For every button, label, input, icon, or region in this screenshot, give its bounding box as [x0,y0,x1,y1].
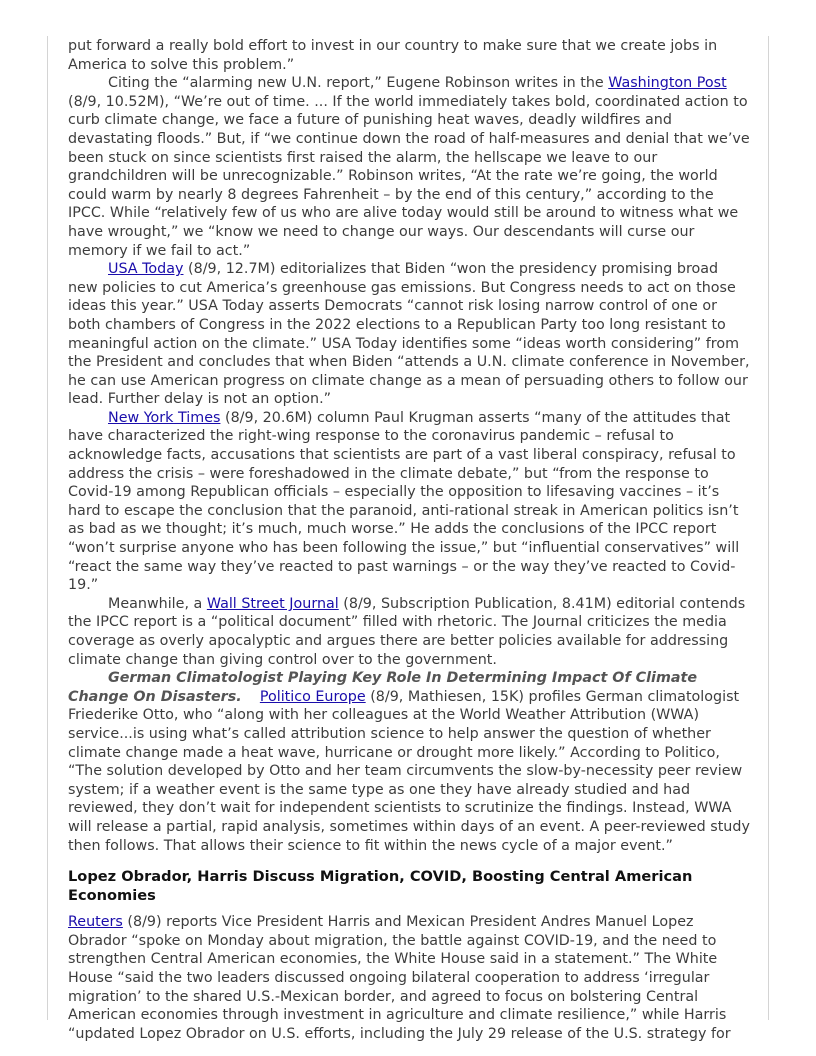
section-heading: Lopez Obrador, Harris Discuss Migration, COVID, Boosting Central American Economies [68,868,693,905]
paragraph-continuation [68,37,750,74]
right-margin-rule [768,36,769,1020]
paragraph-wall-street-journal [68,595,750,669]
paragraph-text: (8/9, Mathiesen, 15K) profiles German climatologist Friederike Otto, who “along with her colleagues at the World Weather Attribution (WWA) service...is using what’s called attribution science to help answer the question of whether climate change made a heat wave, hurricane or drought more likely.” According to Politico, “The solution developed by Otto and her team circumvents the slow-by-necessity peer review system; if a weather event is the same type as one they have already studied and had reviewed, they don’t wait for independent scientists to scrutinize the findings. Instead, WWA will release a partial, rapid analysis, sometimes within days of an event. A peer-reviewed study then follows. That allows their science to fit within the news cycle of a major event.” [68,688,750,854]
new-york-times-link[interactable]: New York Times [108,409,221,426]
left-margin-rule [47,36,48,1020]
paragraph-text: put forward a really bold effort to invest in our country to make sure that we create jobs in America to solve this problem.” [68,38,718,73]
paragraph-text: Meanwhile, a [108,595,207,612]
usa-today-link[interactable]: USA Today [108,261,184,278]
paragraph-text: (8/9, 12.7M) editorializes that Biden “won the presidency promising broad new policies to cut America’s greenhouse gas emissions. But Congress needs to act on those ideas this year.” USA Today asserts Democrats “cannot risk losing narrow control of one or both chambers of Congress in the 2022 elections to a Republican Party too long resistant to meaningful action on the climate.” USA Today identifies some “ideas worth considering” from the President and concludes that when Biden “attends a U.N. climate conference in November, he can use American progress on climate change as a mean of persuading others to follow our lead. Further delay is not an option.” [68,261,750,408]
paragraph-reuters [68,913,750,1043]
politico-europe-link[interactable]: Politico Europe [259,688,366,705]
paragraph-text: Citing the “alarming new U.N. report,” Eugene Robinson writes in the [108,75,609,92]
paragraph-new-york-times [68,409,750,595]
washington-post-link[interactable]: Washington Post [608,75,727,92]
paragraph-text: (8/9, 10.52M), “We’re out of time. ... If the world immediately takes bold, coordinated action to curb climate change, we face a future of punishing heat waves, deadly wildfires and devastating floods.” But, if “we continue down the road of half-measures and denial that we’ve been stuck on since scientists first raised the alarm, the hellscape we leave to our grandchildren will be unrecognizable.” Robinson writes, “At the rate we’re going, the world could warm by nearly 8 degrees Fahrenheit – by the end of this century,” according to the IPCC. While “relatively few of us who are alive today would still be around to witness what we have wrought,” we “know we need to change our ways. Our descendants will curse our memory if we fail to act.” [68,93,750,259]
wall-street-journal-link[interactable]: Wall Street Journal [206,595,339,612]
document-body [68,37,750,1043]
story-subhead: German Climatologist Playing Key Role In Determining Impact Of Climate Change On Disasters. [68,670,698,705]
paragraph-usa-today [68,260,750,409]
paragraph-washington-post [68,74,750,260]
paragraph-text: (8/9, 20.6M) column Paul Krugman asserts “many of the attitudes that have characterized the right-wing response to the coronavirus pandemic – refusal to acknowledge facts, accusations that scientists are part of a vast liberal conspiracy, refusal to address the crisis – were foreshadowed in the climate debate,” but “from the response to Covid-19 among Republican officials – especially the opposition to lifesaving vaccines – it’s hard to escape the conclusion that the paranoid, anti-rational streak in American politics isn’t as bad as we thought; it’s much, much worse.” He adds the conclusions of the IPCC report “won’t surprise anyone who has been following the issue,” but “influential conservatives” will “react the same way they’ve reacted to past warnings – or the way they’ve reacted to Covid-19.” [68,409,740,594]
paragraph-politico-europe [68,669,750,855]
paragraph-text: (8/9, Subscription Publication, 8.41M) editorial contends the IPCC report is a “political document” filled with rhetoric. The Journal criticizes the media coverage as overly apocalyptic and argues there are better policies available for addressing climate change than giving control over to the government. [68,595,746,668]
reuters-link[interactable]: Reuters [68,914,123,931]
paragraph-text: (8/9) reports Vice President Harris and Mexican President Andres Manuel Lopez Obrador “spoke on Monday about migration, the battle against COVID-19, and the need to strengthen Central American economies, the White House said in a statement.” The White House “said the two leaders discussed ongoing bilateral cooperation to address ‘irregular migration’ to the shared U.S.-Mexican border, and agreed to focus on bolstering Central American economies through investment in agriculture and climate resilience,” while Harris “updated Lopez Obrador on U.S. efforts, including the July 29 release of the U.S. strategy for [68,914,731,1042]
